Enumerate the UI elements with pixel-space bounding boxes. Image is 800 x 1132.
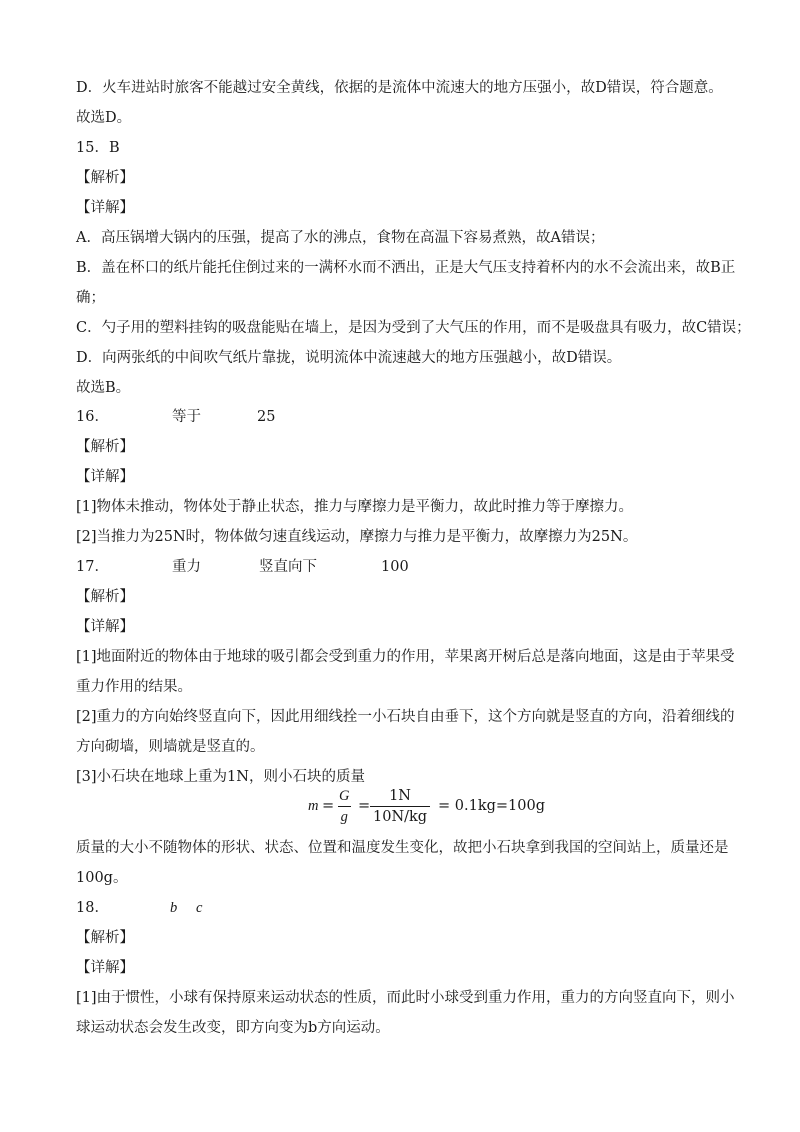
question-16-number: 16． bbox=[76, 409, 109, 425]
answer-14-selection: 故选D。 bbox=[76, 110, 132, 126]
answer-17-step-4: 质量的大小不随物体的形状、状态、位置和温度发生变化，故把小石块拿到我国的空间站上，质量还是 bbox=[76, 840, 729, 856]
question-15-answer: 15．B bbox=[76, 140, 120, 156]
detail-heading: 【详解】 bbox=[76, 469, 134, 485]
answer-18-step-1-cont: 球运动状态会发生改变，即方向变为b方向运动。 bbox=[76, 1020, 390, 1036]
formula-G: G bbox=[339, 788, 350, 804]
answer-17-step-2: [2]重力的方向始终竖直向下，因此用细线拴一小石块自由垂下，这个方向就是竖直的方向，沿着细线的 bbox=[76, 709, 735, 725]
detail-heading: 【详解】 bbox=[76, 960, 134, 976]
question-17-answer-1: 重力 bbox=[172, 559, 201, 575]
formula-fraction-G-g bbox=[336, 787, 352, 826]
answer-15-selection: 故选B。 bbox=[76, 380, 131, 396]
answer-16-step-2: [2]当推力为25N时，物体做匀速直线运动，摩擦力与推力是平衡力，故摩擦力为25N。 bbox=[76, 529, 638, 545]
question-16-row bbox=[76, 407, 740, 427]
answer-15-option-d: D．向两张纸的中间吹气纸片靠拢，说明流体中流速越大的地方压强越小，故D错误。 bbox=[76, 350, 622, 366]
formula-result: = 0.1kg=100g bbox=[438, 798, 545, 814]
answer-15-option-c: C．勺子用的塑料挂钩的吸盘能贴在墙上，是因为受到了大气压的作用，而不是吸盘具有吸力，故C错误； bbox=[76, 320, 751, 336]
question-17-answer-3: 100 bbox=[381, 559, 409, 575]
formula-numerator: 1N bbox=[389, 788, 411, 804]
detail-heading: 【详解】 bbox=[76, 200, 134, 216]
answer-14-option-d: D．火车进站时旅客不能越过安全黄线，依据的是流体中流速大的地方压强小，故D错误，符合题意。 bbox=[76, 80, 723, 96]
answer-15-option-a: A．高压锅增大锅内的压强，提高了水的沸点，食物在高温下容易煮熟，故A错误； bbox=[76, 230, 605, 246]
question-18-number: 18． bbox=[76, 900, 109, 916]
formula-fraction-1N bbox=[370, 787, 430, 826]
analysis-heading: 【解析】 bbox=[76, 439, 134, 455]
answer-17-step-4-cont: 100g。 bbox=[76, 870, 128, 886]
question-16-answer-2: 25 bbox=[257, 409, 276, 425]
question-17-row bbox=[76, 557, 740, 577]
formula-denominator: 10N/kg bbox=[370, 806, 430, 826]
question-18-answer-2: c bbox=[196, 900, 203, 916]
answer-15-option-b-cont: 确； bbox=[76, 290, 105, 306]
question-18-row bbox=[76, 898, 740, 918]
analysis-heading: 【解析】 bbox=[76, 589, 134, 605]
formula-equals-1: = bbox=[322, 798, 335, 814]
formula-m: m bbox=[308, 798, 319, 814]
answer-15-option-b: B．盖在杯口的纸片能托住倒过来的一满杯水而不洒出，正是大气压支持着杯内的水不会流出来，故B正 bbox=[76, 260, 736, 276]
answer-17-step-1-cont: 重力作用的结果。 bbox=[76, 679, 192, 695]
answer-17-step-3: [3]小石块在地球上重为1N，则小石块的质量 bbox=[76, 769, 365, 785]
question-17-number: 17． bbox=[76, 559, 109, 575]
question-16-answer-1: 等于 bbox=[172, 409, 201, 425]
analysis-heading: 【解析】 bbox=[76, 170, 134, 186]
answer-17-step-2-cont: 方向砌墙，则墙就是竖直的。 bbox=[76, 739, 265, 755]
question-17-answer-2: 竖直向下 bbox=[259, 559, 317, 575]
answer-16-step-1: [1]物体未推动，物体处于静止状态，推力与摩擦力是平衡力，故此时推力等于摩擦力。 bbox=[76, 499, 634, 515]
question-18-answer-1: b bbox=[170, 900, 178, 916]
formula-g: g bbox=[338, 806, 351, 826]
analysis-heading: 【解析】 bbox=[76, 930, 134, 946]
detail-heading: 【详解】 bbox=[76, 619, 134, 635]
answer-17-step-1: [1]地面附近的物体由于地球的吸引都会受到重力的作用，苹果离开树后总是落向地面，这是由于苹果受 bbox=[76, 649, 735, 665]
formula-equals-2: = bbox=[358, 798, 371, 814]
answer-18-step-1: [1]由于惯性，小球有保持原来运动状态的性质，而此时小球受到重力作用，重力的方向竖直向下，则小 bbox=[76, 990, 735, 1006]
